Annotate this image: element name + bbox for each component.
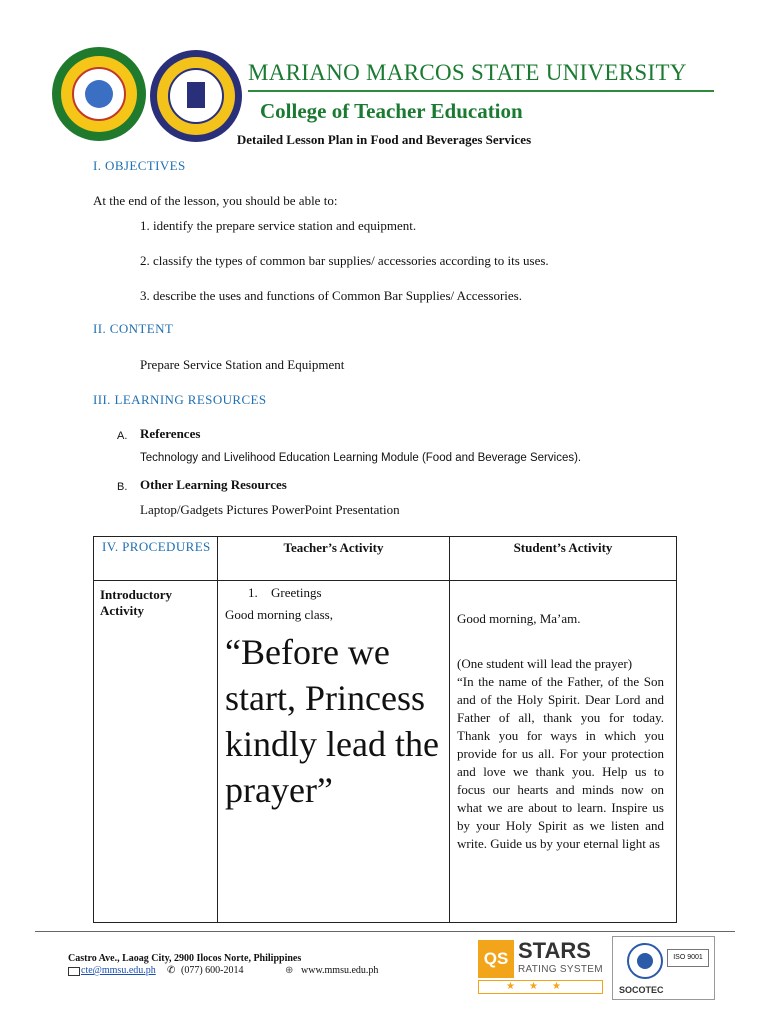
references-text: Technology and Livelihood Education Learning Module (Food and Beverage Services).: [140, 452, 582, 464]
table-header-row: [94, 537, 677, 581]
footer-email-link[interactable]: cte@mmsu.edu.ph: [81, 965, 156, 976]
star-icon: ★: [529, 981, 552, 992]
footer-website-link[interactable]: www.mmsu.edu.ph: [301, 965, 379, 976]
other-resources-text: Laptop/Gadgets Pictures PowerPoint Presentation: [140, 502, 400, 517]
procedures-header-label: IV. PROCEDURES: [102, 539, 211, 554]
table-row: [94, 581, 677, 923]
footer-phone: (077) 600-2014: [181, 965, 244, 976]
footer-address: Castro Ave., Laoag City, 2900 Ilocos Norte, Philippines: [68, 953, 302, 964]
greetings-number: 1.: [248, 585, 258, 600]
introductory-activity-label: Introductory Activity: [100, 587, 172, 618]
teacher-header-label: Teacher’s Activity: [283, 540, 384, 555]
references-title: References: [140, 426, 201, 441]
greetings-item: [218, 581, 449, 601]
cte-seal-logo: [150, 50, 242, 142]
university-name: MARIANO MARCOS STATE UNIVERSITY: [248, 60, 687, 85]
star-icon: ★: [551, 981, 575, 992]
globe-icon: ⊕: [285, 965, 294, 976]
teacher-prayer-request: “Before we start, Princess kindly lead the prayer”: [225, 632, 439, 810]
qs-logo: QS: [478, 940, 514, 978]
procedures-column-header: [94, 537, 218, 581]
other-resources-letter: B.: [117, 481, 128, 493]
qs-stars-badge: [478, 938, 603, 996]
iso-label: ISO 9001: [667, 949, 709, 967]
objectives-intro: At the end of the lesson, you should be able to:: [93, 193, 338, 208]
stars-subtitle: RATING SYSTEM: [518, 964, 603, 975]
content-text: Prepare Service Station and Equipment: [140, 357, 345, 372]
greetings-label: Greetings: [271, 585, 322, 600]
header-divider: [248, 90, 714, 92]
stars-title: STARS: [518, 938, 591, 963]
certification-seal-icon: [627, 943, 663, 979]
student-column-header: [450, 537, 677, 581]
objective-item: 3. describe the uses and functions of Common Bar Supplies/ Accessories.: [140, 288, 522, 303]
envelope-icon: [68, 967, 80, 976]
certification-badge: [612, 936, 715, 1000]
star-icon: ★: [506, 981, 530, 992]
objective-item: 1. identify the prepare service station and equipment.: [140, 218, 417, 233]
phone-icon: ✆: [167, 965, 176, 976]
student-header-label: Student’s Activity: [513, 540, 613, 555]
resources-heading: III. LEARNING RESOURCES: [93, 392, 267, 407]
procedure-cell: [94, 581, 218, 923]
teacher-greeting: Good morning class,: [225, 607, 333, 622]
student-prayer-text: “In the name of the Father, of the Son and of the Holy Spirit. Dear Lord and Father of all, thank you for today. Thank you for ways in which you provide for us all. For your protection and love we thank you. Help us to focus our hearts and minds now on what we are about to learn. Inspire us by your Holy Spirit as we listen and write. Guide us by your eternal light as: [457, 674, 664, 851]
footer-divider: [35, 931, 735, 932]
other-resources-title: Other Learning Resources: [140, 477, 287, 492]
teacher-activity-cell: [218, 581, 450, 923]
document-title: Detailed Lesson Plan in Food and Beverages Services: [236, 132, 532, 147]
objective-item: 2. classify the types of common bar supplies/ accessories according to its uses.: [140, 253, 549, 268]
objectives-heading: I. OBJECTIVES: [93, 158, 186, 173]
college-name: College of Teacher Education: [260, 99, 523, 123]
procedures-table: [93, 536, 677, 923]
stars-rating-bar: [478, 980, 603, 994]
content-heading: II. CONTENT: [93, 321, 174, 336]
socotec-label: SOCOTEC: [619, 985, 664, 995]
student-activity-cell: [450, 581, 677, 923]
teacher-column-header: [218, 537, 450, 581]
student-lead-note: (One student will lead the prayer): [457, 656, 633, 671]
student-greeting: Good morning, Ma’am.: [457, 611, 581, 626]
mmsu-seal-logo: [52, 47, 146, 141]
references-letter: A.: [117, 430, 128, 442]
